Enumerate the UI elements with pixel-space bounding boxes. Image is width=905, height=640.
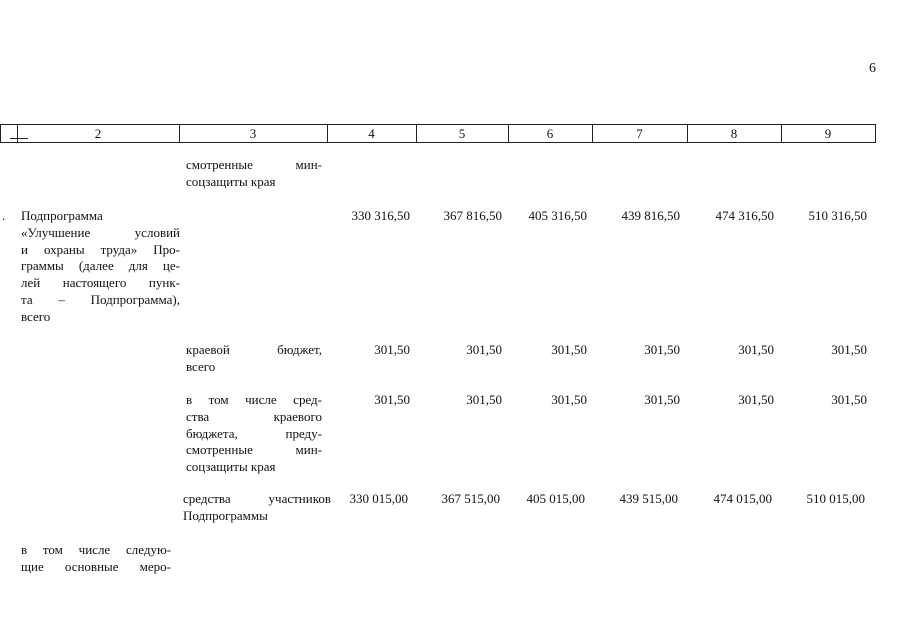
row3-value-col8: 301,50 [738,392,774,407]
header-col-3: 3 [249,126,257,141]
row3-value-col6: 301,50 [551,392,587,407]
row4-value-col9: 510 015,00 [806,491,865,506]
header-col-4: 4 [368,126,375,141]
table-row-cell-col3 [186,392,322,476]
cell-line: лей настоящего пунк- [21,275,180,291]
row2-value-col6: 301,50 [551,342,587,357]
row2-value-col8: 301,50 [738,342,774,357]
cell-line: смотренные мин- [186,442,322,458]
row2-value-col4: 301,50 [374,342,410,357]
cell-line: и охраны труда» Про- [21,241,180,257]
cell-line: щие основные меро- [21,558,171,574]
cell-line: в том числе сред- [186,392,322,407]
header-underline [10,138,28,139]
header-col-5: 5 [458,126,466,141]
row3-value-col7: 301,50 [644,392,680,407]
row2-value-col9: 301,50 [831,342,867,357]
header-separator [0,125,1,142]
row1-value-col7: 439 816,50 [621,208,680,223]
table-row-cell-col3 [186,157,322,191]
cell-line: всего [186,358,216,374]
row1-value-col5: 367 816,50 [443,208,502,223]
table-row-cell-col2 [21,542,171,576]
header-col-9: 9 [824,126,832,141]
table-row-cell-col3 [186,342,322,376]
cell-line: «Улучшение условий [21,224,180,240]
cell-line: всего [21,308,51,324]
cell-line: смотренные мин- [186,157,322,172]
cell-line: в том числе следую- [21,542,171,557]
row3-value-col5: 301,50 [466,392,502,407]
row2-value-col5: 301,50 [466,342,502,357]
header-col-8: 8 [730,126,738,141]
table-row-cell-col3 [183,491,331,525]
header-col-2: 2 [94,126,102,141]
header-col-6: 6 [546,126,554,141]
row4-value-col4: 330 015,00 [349,491,408,506]
row4-value-col8: 474 015,00 [713,491,772,506]
cell-line: бюджета, преду- [186,425,322,441]
table-header [0,124,876,143]
row1-value-col8: 474 316,50 [715,208,774,223]
cell-line: Подпрограмма [21,208,103,223]
page-number: 6 [869,61,876,76]
cell-line: ства краевого [186,408,322,424]
header-separator [875,125,876,142]
cell-line: средства участников [183,491,331,506]
row2-value-col7: 301,50 [644,342,680,357]
row1-value-col6: 405 316,50 [528,208,587,223]
row3-value-col9: 301,50 [831,392,867,407]
cell-line: соцзащиты края [186,173,276,189]
row1-value-col4: 330 316,50 [351,208,410,223]
row-marker: . [2,208,6,223]
row4-value-col6: 405 015,00 [526,491,585,506]
row1-value-col9: 510 316,50 [808,208,867,223]
header-col-7: 7 [636,126,643,141]
cell-line: граммы (далее для це- [21,258,180,274]
table-row-cell-col2 [21,208,180,326]
cell-line: краевой бюджет, [186,342,322,357]
cell-line: та – Подпрограмма), [21,291,180,307]
cell-line: Подпрограммы [183,507,268,523]
row4-value-col5: 367 515,00 [441,491,500,506]
cell-line: соцзащиты края [186,459,276,475]
row3-value-col4: 301,50 [374,392,410,407]
row4-value-col7: 439 515,00 [619,491,678,506]
